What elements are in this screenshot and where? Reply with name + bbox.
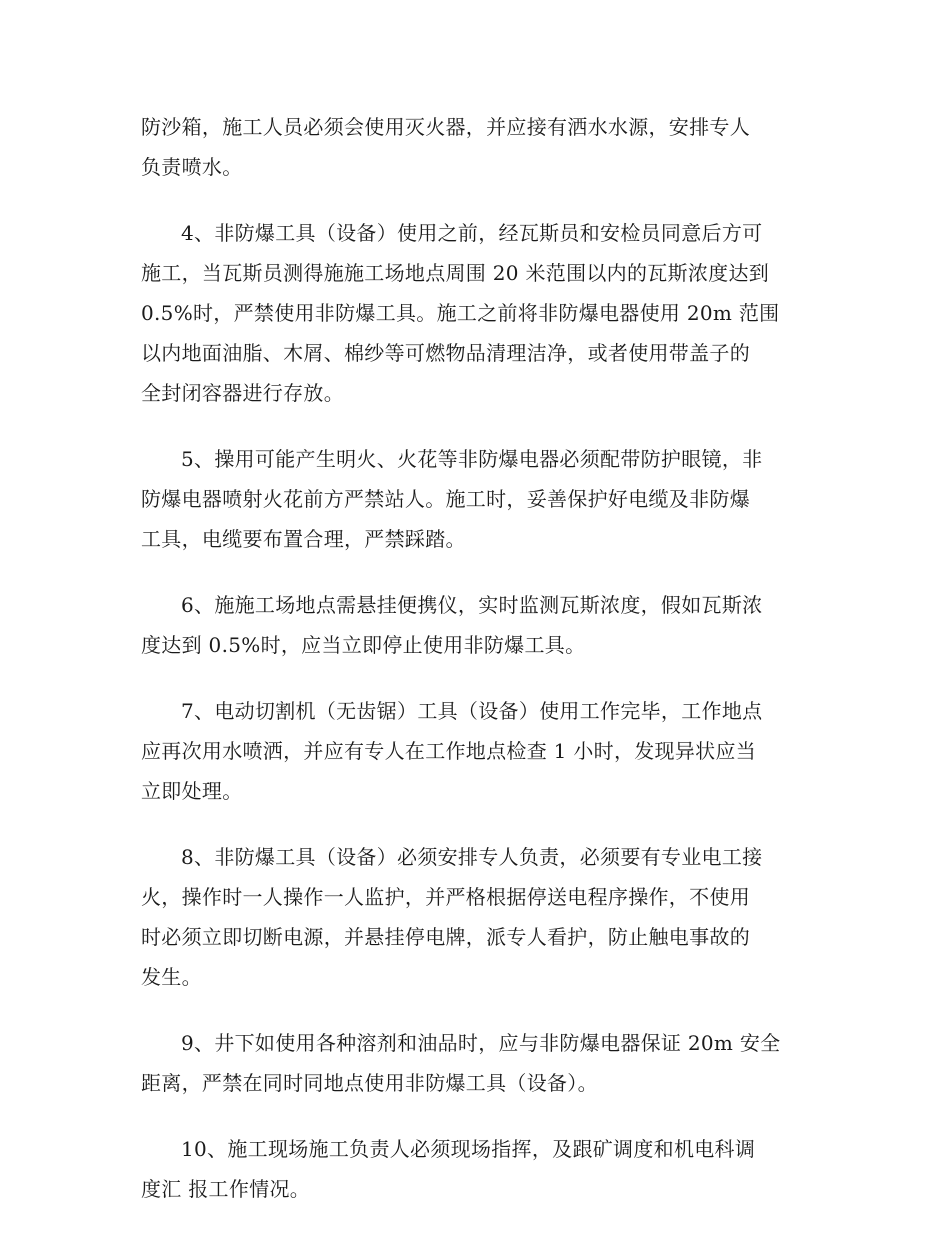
paragraph-item-10 [141, 1129, 809, 1209]
paragraph-item-6 [141, 585, 809, 665]
paragraph-item-7 [141, 691, 809, 811]
text-line: 立即处理。 [141, 779, 243, 803]
text-line: 9、井下如使用各种溶剂和油品时，应与非防爆电器保证 20m 安全 [181, 1031, 781, 1055]
document-body [141, 107, 809, 1235]
text-line: 5、操用可能产生明火、火花等非防爆电器必须配带防护眼镜，非 [181, 447, 763, 471]
text-line: 6、施施工场地点需悬挂便携仪，实时监测瓦斯浓度，假如瓦斯浓 [181, 593, 763, 617]
text-line: 10、施工现场施工负责人必须现场指挥，及跟矿调度和机电科调 [181, 1137, 756, 1161]
text-line: 防沙箱，施工人员必须会使用灭火器，并应接有洒水水源，安排专人 [141, 115, 750, 139]
paragraph-item-4 [141, 213, 809, 413]
text-line: 发生。 [141, 965, 202, 989]
text-line: 时必须立即切断电源，并悬挂停电牌，派专人看护，防止触电事故的 [141, 925, 750, 949]
text-line: 4、非防爆工具（设备）使用之前，经瓦斯员和安检员同意后方可 [181, 221, 763, 245]
text-line: 以内地面油脂、木屑、棉纱等可燃物品清理洁净，或者使用带盖子的 [141, 341, 750, 365]
text-line: 火，操作时一人操作一人监护，并严格根据停送电程序操作，不使用 [141, 885, 750, 909]
text-line: 7、电动切割机（无齿锯）工具（设备）使用工作完毕，工作地点 [181, 699, 763, 723]
text-line: 距离，严禁在同时同地点使用非防爆工具（设备）。 [141, 1071, 598, 1095]
text-line: 度达到 0.5%时，应当立即停止使用非防爆工具。 [141, 633, 586, 657]
text-line: 0.5%时，严禁使用非防爆工具。施工之前将非防爆电器使用 20m 范围 [141, 301, 780, 325]
text-line: 8、非防爆工具（设备）必须安排专人负责，必须要有专业电工接 [181, 845, 763, 869]
text-line: 工具，电缆要布置合理，严禁踩踏。 [141, 527, 466, 551]
paragraph-continuation [141, 107, 809, 187]
text-line: 防爆电器喷射火花前方严禁站人。施工时，妥善保护好电缆及非防爆 [141, 487, 750, 511]
text-line: 应再次用水喷洒，并应有专人在工作地点检查 1 小时，发现异状应当 [141, 739, 757, 763]
text-line: 度汇 报工作情况。 [141, 1177, 311, 1201]
text-line: 负责喷水。 [141, 155, 243, 179]
paragraph-item-5 [141, 439, 809, 559]
text-line: 全封闭容器进行存放。 [141, 381, 344, 405]
paragraph-item-8 [141, 837, 809, 997]
paragraph-item-9 [141, 1023, 809, 1103]
text-line: 施工，当瓦斯员测得施施工场地点周围 20 米范围以内的瓦斯浓度达到 [141, 261, 770, 285]
